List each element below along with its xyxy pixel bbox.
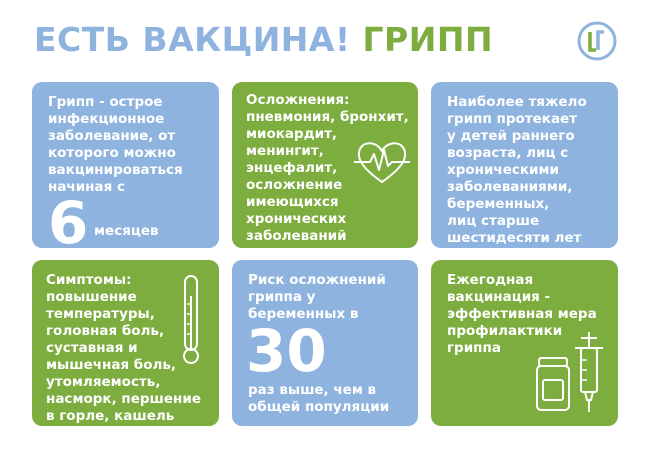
card4-line: утомляемость, (46, 374, 161, 390)
card1-line: начиная с (48, 179, 125, 195)
info-card-pregnancy-risk (232, 260, 418, 426)
card3-line: возраста, лиц с (447, 145, 569, 161)
card1-line: вакцинироваться (48, 162, 183, 178)
card2-line: хронических (246, 211, 347, 227)
card2-line: энцефалит, (246, 160, 338, 176)
card5-line: гриппа у (248, 289, 316, 305)
card2-line: осложнение (246, 177, 343, 193)
card5-tail-line: общей популяции (248, 399, 390, 415)
card6-line: эффективная мера (447, 306, 597, 322)
card3-line: хроническими (447, 162, 559, 178)
card2-line: миокардит, (246, 126, 338, 142)
title-topic: ГРИПП (362, 20, 494, 59)
age-unit: месяцев (94, 223, 159, 239)
card6-line: вакцинация - (447, 289, 551, 305)
card6-line: профилактики (447, 323, 563, 339)
info-card-vaccination (431, 260, 618, 426)
card2-line: пневмония, бронхит, (246, 109, 409, 125)
card2-line: Осложнения: (246, 92, 350, 108)
heart-pulse-icon (352, 136, 412, 188)
card4-line: насморк, першение (46, 391, 201, 407)
card4-line: в горле, кашель (46, 408, 175, 424)
card3-line: Наиболее тяжело (447, 94, 587, 110)
card5-tail-line: раз выше, чем в (248, 382, 377, 398)
card1-line: заболевание, от (48, 128, 176, 144)
card4-line: повышение (46, 289, 137, 305)
thermometer-icon (178, 274, 204, 366)
card3-line: заболеваниями, (447, 179, 573, 195)
risk-multiplier-number: 30 (246, 317, 327, 385)
card1-line: Грипп - острое (48, 94, 163, 110)
card1-line: которого можно (48, 145, 176, 161)
age-number: 6 (48, 189, 89, 257)
cl-logo-icon (576, 20, 618, 62)
vaccine-vial-syringe-icon (535, 330, 611, 414)
card3-line: беременных, (447, 196, 550, 212)
card3-line: лиц старше (447, 213, 540, 229)
card3-line: шестидесяти лет (447, 230, 582, 246)
card5-line: беременных в (248, 306, 359, 322)
info-card-complications (232, 82, 418, 248)
page-title (34, 20, 493, 59)
card5-line: Риск осложнений (248, 272, 386, 288)
info-card-flu-definition (32, 82, 219, 257)
card4-line: Симптомы: (46, 272, 132, 288)
card4-line: мышечная боль, (46, 357, 177, 373)
card3-line: у детей раннего (447, 128, 575, 144)
card6-line: гриппа (447, 340, 501, 356)
card1-line: инфекционное (48, 111, 165, 127)
card2-line: имеющихся (246, 194, 339, 210)
card4-line: температуры, (46, 306, 155, 322)
card4-line: суставная и (46, 340, 138, 356)
card6-line: Ежегодная (447, 272, 534, 288)
card3-line: грипп протекает (447, 111, 578, 127)
card2-line: заболеваний (246, 228, 347, 244)
card2-line: менингит, (246, 143, 324, 159)
card4-line: головная боль, (46, 323, 165, 339)
title-main: ЕСТЬ ВАКЦИНА! (34, 20, 351, 59)
info-card-symptoms (32, 260, 219, 426)
info-card-risk-groups (431, 82, 618, 248)
